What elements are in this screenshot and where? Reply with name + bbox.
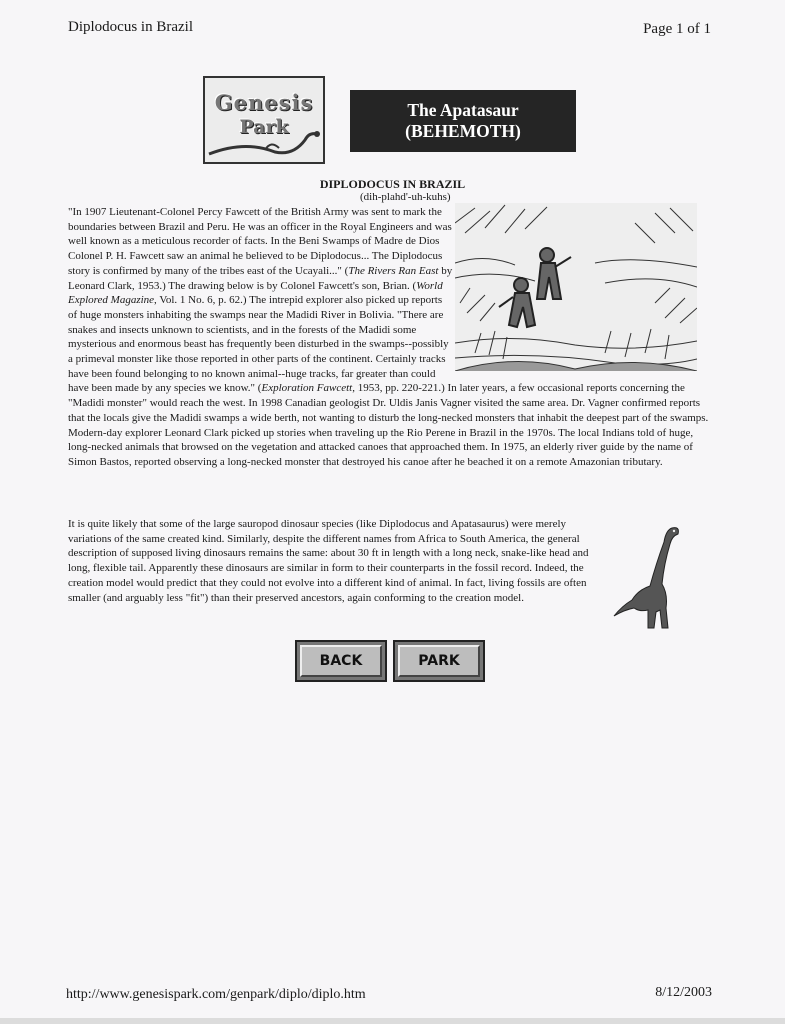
pronunciation: (dih-plahd'-uh-kuhs): [360, 191, 451, 203]
article-paragraph-1: [68, 205, 713, 470]
genesis-park-logo[interactable]: [203, 76, 325, 164]
back-button[interactable]: [295, 640, 387, 682]
logo-word-park: Park: [239, 116, 289, 138]
park-button-label: PARK: [398, 645, 480, 677]
article-paragraph-2: It is quite likely that some of the large sauropod dinosaur species (like Diplodocus and Apatasaurus) were merely variations of the same created kind. Similarly, despite the different names from Africa to South America, the general description of supposed living dinosaurs remains the same: about 30 ft in length with a long neck, snake-like head and long, flexible tail. Apparently these dinosaurs are similar in form to their counterparts in the fossil record. Indeed, the creation model would predict that they could not evolve into a different kind of animal. In fact, living fossils are often smaller (and arguably less "fit") than their preserved ancestors, again conforming to the creation model.: [68, 518, 589, 604]
print-header-page: Page 1 of 1: [643, 21, 711, 37]
page-subtitle: (BEHEMOTH): [405, 121, 521, 141]
page-edge: [0, 1018, 785, 1024]
sauropod-dinosaur-image: [612, 524, 682, 632]
print-footer-url: http://www.genesispark.com/genpark/diplo/diplo.htm: [66, 987, 366, 1002]
citation-rivers-ran-east: The Rivers Ran East: [348, 264, 439, 277]
print-footer-date: 8/12/2003: [655, 985, 712, 1000]
citation-exploration-fawcett: Exploration Fawcett: [261, 382, 353, 395]
paragraph-1-text-b: by Leonard Clark, 1953.) The drawing below is by Colonel Fawcett's son, Brian. (: [68, 264, 453, 292]
page-title: The Apatasaur: [407, 100, 519, 120]
paragraph-1-text-c: , Vol. 1 No. 6, p. 62.) The intrepid explorer also picked up reports of huge monsters inhabiting the swamps near the Madidi River in Bolivia. "There are snakes and insects unknown to scientists, and in the forests of the Madidi some mysterious and enormous beast has frequently been disturbed in the swamps--possibly a primeval monster like those reported in other parts of the continent. Certainly tracks have been found belonging to no known animal--huge tracks, far greater than could have been made by any species we know." (: [68, 294, 449, 395]
paragraph-1-text-a: "In 1907 Lieutenant-Colonel Percy Fawcett of the British Army was sent to mark the boundaries between Brazil and Peru. He was an officer in the Royal Engineers and was well known as a meticulous recorder of facts. In the Beni Swamps of Madre de Dios Colonel P. H. Fawcett saw an animal he believed to be Diplodocus... The Diplodocus story is confirmed by many of the tribes east of the Ucayali..." (: [68, 206, 452, 277]
back-button-label: BACK: [300, 645, 382, 677]
citation-world-explored-magazine: World Explored Magazine: [68, 279, 443, 307]
page-title-box: [350, 90, 576, 152]
print-header-title: Diplodocus in Brazil: [68, 19, 193, 35]
logo-word-genesis: Genesis: [214, 90, 314, 115]
article-heading: DIPLODOCUS IN BRAZIL: [319, 177, 466, 191]
park-button[interactable]: [393, 640, 485, 682]
paragraph-1-text-d: , 1953, pp. 220-221.) In later years, a few occasional reports concerning the "Madidi monster" would reach the west. In 1998 Canadian geologist Dr. Uldis Janis Vagner visited the same area. Dr. Vagner confirmed reports that the locals give the Madidi swamps a wide berth, not wanting to disturb the long-necked monsters that inhabit the deepest part of the swamps. Modern-day explorer Leonard Clark picked up stories when traveling up the Rio Perene in Brazil in the 1970s. The local Indians told of huge, long-necked animals that browsed on the vegetation and attacked canoes that approached them. In 1975, an elderly river guide by the name of Simon Bastos, reported observing a long-necked monster that destroyed his canoe after he beached it on a remote Amazonian tributary.: [68, 382, 709, 468]
